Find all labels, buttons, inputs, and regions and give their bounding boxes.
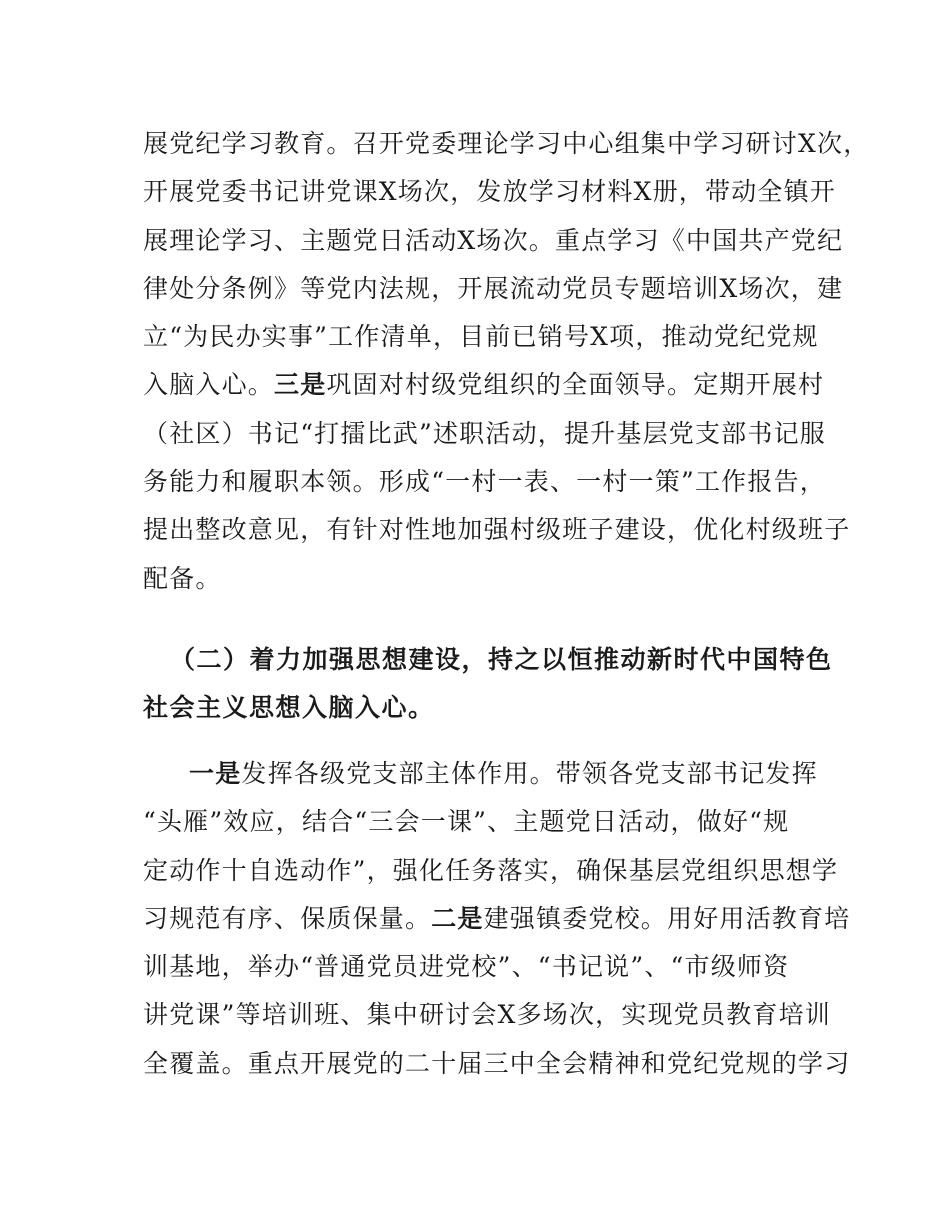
text-line: 立“为民办实事”工作清单，目前已销号X项，推动党纪党规 xyxy=(143,322,819,352)
text-line: 全覆盖。重点开展党的二十届三中全会精神和党纪党规的学习 xyxy=(143,1048,851,1078)
text-line: 配备。 xyxy=(143,563,222,593)
bold-marker-second: 二是 xyxy=(431,903,484,933)
text-line: 展理论学习、主题党日活动X场次。重点学习《中国共产党纪 xyxy=(143,225,844,255)
text-segment: 巩固对村级党组织的全面领导。定期开展村 xyxy=(326,370,825,400)
text-line: （社区）书记“打擂比武”述职活动，提升基层党支部书记服 xyxy=(143,418,826,448)
text-line: 定动作十自选动作”，强化任务落实，确保基层党组织思想学 xyxy=(143,855,839,885)
text-line: 提出整改意见，有针对性地加强村级班子建设，优化村级班子 xyxy=(143,515,851,545)
heading-line: 社会主义思想入脑入心。 xyxy=(143,693,435,723)
text-segment: 入脑入心。 xyxy=(143,370,275,400)
paragraph-party-discipline xyxy=(143,120,870,603)
text-line-with-marker xyxy=(143,361,823,409)
text-line-with-marker xyxy=(143,895,851,943)
bold-marker-first: 一是 xyxy=(189,759,242,788)
text-line: 务能力和履职本领。形成“一村一表、一村一策”工作报告， xyxy=(143,467,826,497)
text-line: 律处分条例》等党内法规，开展流动党员专题培训X场次，建 xyxy=(143,273,844,303)
text-line: “头雁”效应，结合“三会一课”、主题党日活动，做好“规 xyxy=(143,807,790,837)
bold-marker-third: 三是 xyxy=(274,370,327,400)
text-line-with-marker xyxy=(143,750,823,798)
text-segment: 发挥各级党支部主体作用。带领各党支部书记发挥 xyxy=(241,759,818,788)
text-line: 训基地，举办“普通党员进党校”、“书记说”、“市级师资 xyxy=(143,952,790,982)
text-line: 开展党委书记讲党课X场次，发放学习材料X册，带动全镇开 xyxy=(143,177,836,207)
text-segment: 建强镇委党校。用好用活教育培 xyxy=(483,903,851,933)
text-segment: 习规范有序、保质保量。 xyxy=(143,903,432,933)
paragraph-ideological-building xyxy=(143,750,851,1088)
text-line: 展党纪学习教育。召开党委理论学习中心组集中学习研讨X次， xyxy=(143,129,870,158)
text-line: 讲党课”等培训班、集中研讨会X多场次，实现党员教育培训 xyxy=(143,1000,831,1030)
section-heading-2 xyxy=(143,636,833,733)
heading-line: （二）着力加强思想建设，持之以恒推动新时代中国特色 xyxy=(170,645,833,674)
